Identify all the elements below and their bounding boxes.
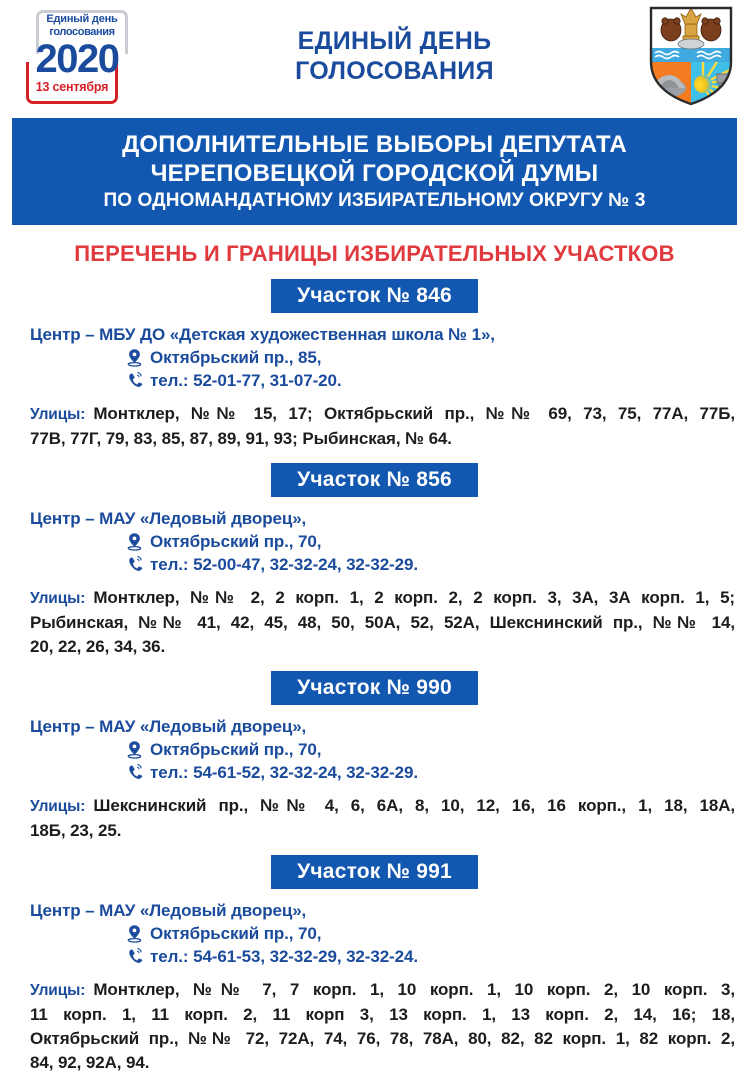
phone-icon <box>126 555 143 574</box>
page-title-line2: ГОЛОСОВАНИЯ <box>295 57 494 85</box>
banner-line2: ЧЕРЕПОВЕЦКОЙ ГОРОДСКОЙ ДУМЫ <box>150 160 599 187</box>
precinct-address-line <box>30 530 749 553</box>
precinct-streets-line: 77В, 77Г, 79, 83, 85, 87, 89, 91, 93; Рыбинская, № 64. <box>30 429 452 448</box>
precinct-address-line <box>30 922 749 945</box>
precinct-streets-line: 84, 92, 92А, 94. <box>30 1053 150 1072</box>
precinct-center-name: Центр – МАУ «Ледовый дворец», <box>30 717 307 736</box>
streets-label: Улицы: <box>30 798 86 815</box>
streets-label: Улицы: <box>30 590 86 607</box>
streets-label: Улицы: <box>30 982 86 999</box>
precinct-center-block <box>0 323 749 392</box>
precinct-streets-line: 20, 22, 26, 34, 36. <box>30 637 166 656</box>
precinct-badge-wrap <box>0 855 749 889</box>
precinct-phone-line <box>30 945 749 968</box>
streets-text: Монтклер, №№ 7, 7 корп. 1, 10 корп. 1, 10 корп. 2, 10 корп. 3, <box>93 980 735 999</box>
precinct-address-line <box>30 346 749 369</box>
election-banner <box>12 118 737 225</box>
precinct-streets-line: Рыбинская, №№ 41, 42, 45, 48, 50, 50А, 52, 52А, Шекснинский пр., №№ 14, <box>30 613 735 632</box>
precinct-phone-text: тел.: 54-61-52, 32-32-24, 32-32-29. <box>150 763 418 782</box>
precinct-phone-text: тел.: 52-01-77, 31-07-20. <box>150 371 342 390</box>
location-pin-icon <box>126 532 143 551</box>
location-pin-icon <box>126 924 143 943</box>
precinct-streets <box>0 402 749 451</box>
precinct-badge-wrap <box>0 279 749 313</box>
precinct-center-name: Центр – МАУ «Ледовый дворец», <box>30 901 307 920</box>
precinct-center-name: Центр – МАУ «Ледовый дворец», <box>30 509 307 528</box>
precinct-streets <box>0 794 749 843</box>
page-title <box>136 26 645 86</box>
phone-icon <box>126 763 143 782</box>
logo-caption-line2: голосования <box>49 25 115 38</box>
logo-year: 2020 <box>35 37 119 81</box>
logo-caption-line1: Единый день <box>46 13 118 25</box>
precinct-phone-line <box>30 553 749 576</box>
precinct-badge: Участок № 856 <box>271 463 478 497</box>
precinct-center-block <box>0 507 749 576</box>
precinct-badge: Участок № 990 <box>271 671 478 705</box>
logo-date: 13 сентября <box>35 80 109 94</box>
precinct-address-text: Октябрьский пр., 70, <box>150 924 322 943</box>
streets-text: Монтклер, №№ 2, 2 корп. 1, 2 корп. 2, 2 корп. 3, 3А, 3А корп. 1, 5; <box>93 588 735 607</box>
streets-text: Монтклер, №№ 15, 17; Октябрьский пр., №№ 69, 73, 75, 77А, 77Б, <box>93 404 735 423</box>
precinct-streets <box>0 978 749 1075</box>
precinct-streets-line: 11 корп. 1, 11 корп. 2, 11 корп 3, 13 корп. 1, 13 корп. 2, 14, 16; 18, <box>30 1005 735 1024</box>
precinct-section <box>0 463 749 659</box>
precinct-section <box>0 279 749 451</box>
precinct-streets-line <box>30 978 735 1003</box>
page-title-line1: ЕДИНЫЙ ДЕНЬ <box>297 27 492 55</box>
precinct-center-block <box>0 899 749 968</box>
streets-label: Улицы: <box>30 406 86 423</box>
precinct-badge-wrap <box>0 463 749 497</box>
masthead <box>0 0 749 112</box>
streets-text: Шекснинский пр., №№ 4, 6, 6А, 8, 10, 12, 16, 16 корп., 1, 18, 18А, <box>93 796 735 815</box>
cherepovets-coat-of-arms-icon <box>645 4 737 108</box>
precinct-phone-line <box>30 369 749 392</box>
location-pin-icon <box>126 740 143 759</box>
precinct-address-text: Октябрьский пр., 70, <box>150 740 322 759</box>
precinct-badge: Участок № 991 <box>271 855 478 889</box>
precinct-streets-line: Октябрьский пр., №№ 72, 72А, 74, 76, 78, 78А, 80, 82, 82 корп. 1, 82 корп. 2, <box>30 1029 735 1048</box>
precinct-streets-line <box>30 586 735 611</box>
precinct-center-block <box>0 715 749 784</box>
precinct-section <box>0 671 749 843</box>
precinct-badge-wrap <box>0 671 749 705</box>
precinct-streets <box>0 586 749 659</box>
logo-caption <box>36 13 128 38</box>
precinct-address-text: Октябрьский пр., 85, <box>150 348 322 367</box>
banner-line1: ДОПОЛНИТЕЛЬНЫЕ ВЫБОРЫ ДЕПУТАТА <box>122 131 627 158</box>
precinct-center-name: Центр – МБУ ДО «Детская художественная школа № 1», <box>30 325 495 344</box>
precinct-phone-line <box>30 761 749 784</box>
precinct-streets-line: 18Б, 23, 25. <box>30 821 122 840</box>
precinct-streets-line <box>30 402 735 427</box>
precinct-phone-text: тел.: 52-00-47, 32-32-24, 32-32-29. <box>150 555 418 574</box>
precinct-streets-line <box>30 794 735 819</box>
precinct-list <box>0 279 749 1075</box>
precinct-badge: Участок № 846 <box>271 279 478 313</box>
location-pin-icon <box>126 348 143 367</box>
precinct-phone-text: тел.: 54-61-53, 32-32-29, 32-32-24. <box>150 947 418 966</box>
phone-icon <box>126 371 143 390</box>
precinct-section <box>0 855 749 1075</box>
precinct-address-line <box>30 738 749 761</box>
section-subtitle: ПЕРЕЧЕНЬ И ГРАНИЦЫ ИЗБИРАТЕЛЬНЫХ УЧАСТКОВ <box>74 241 675 266</box>
banner-line3: ПО ОДНОМАНДАТНОМУ ИЗБИРАТЕЛЬНОМУ ОКРУГУ № 3 <box>103 190 646 211</box>
precinct-address-text: Октябрьский пр., 70, <box>150 532 322 551</box>
single-voting-day-logo <box>18 6 136 106</box>
phone-icon <box>126 947 143 966</box>
